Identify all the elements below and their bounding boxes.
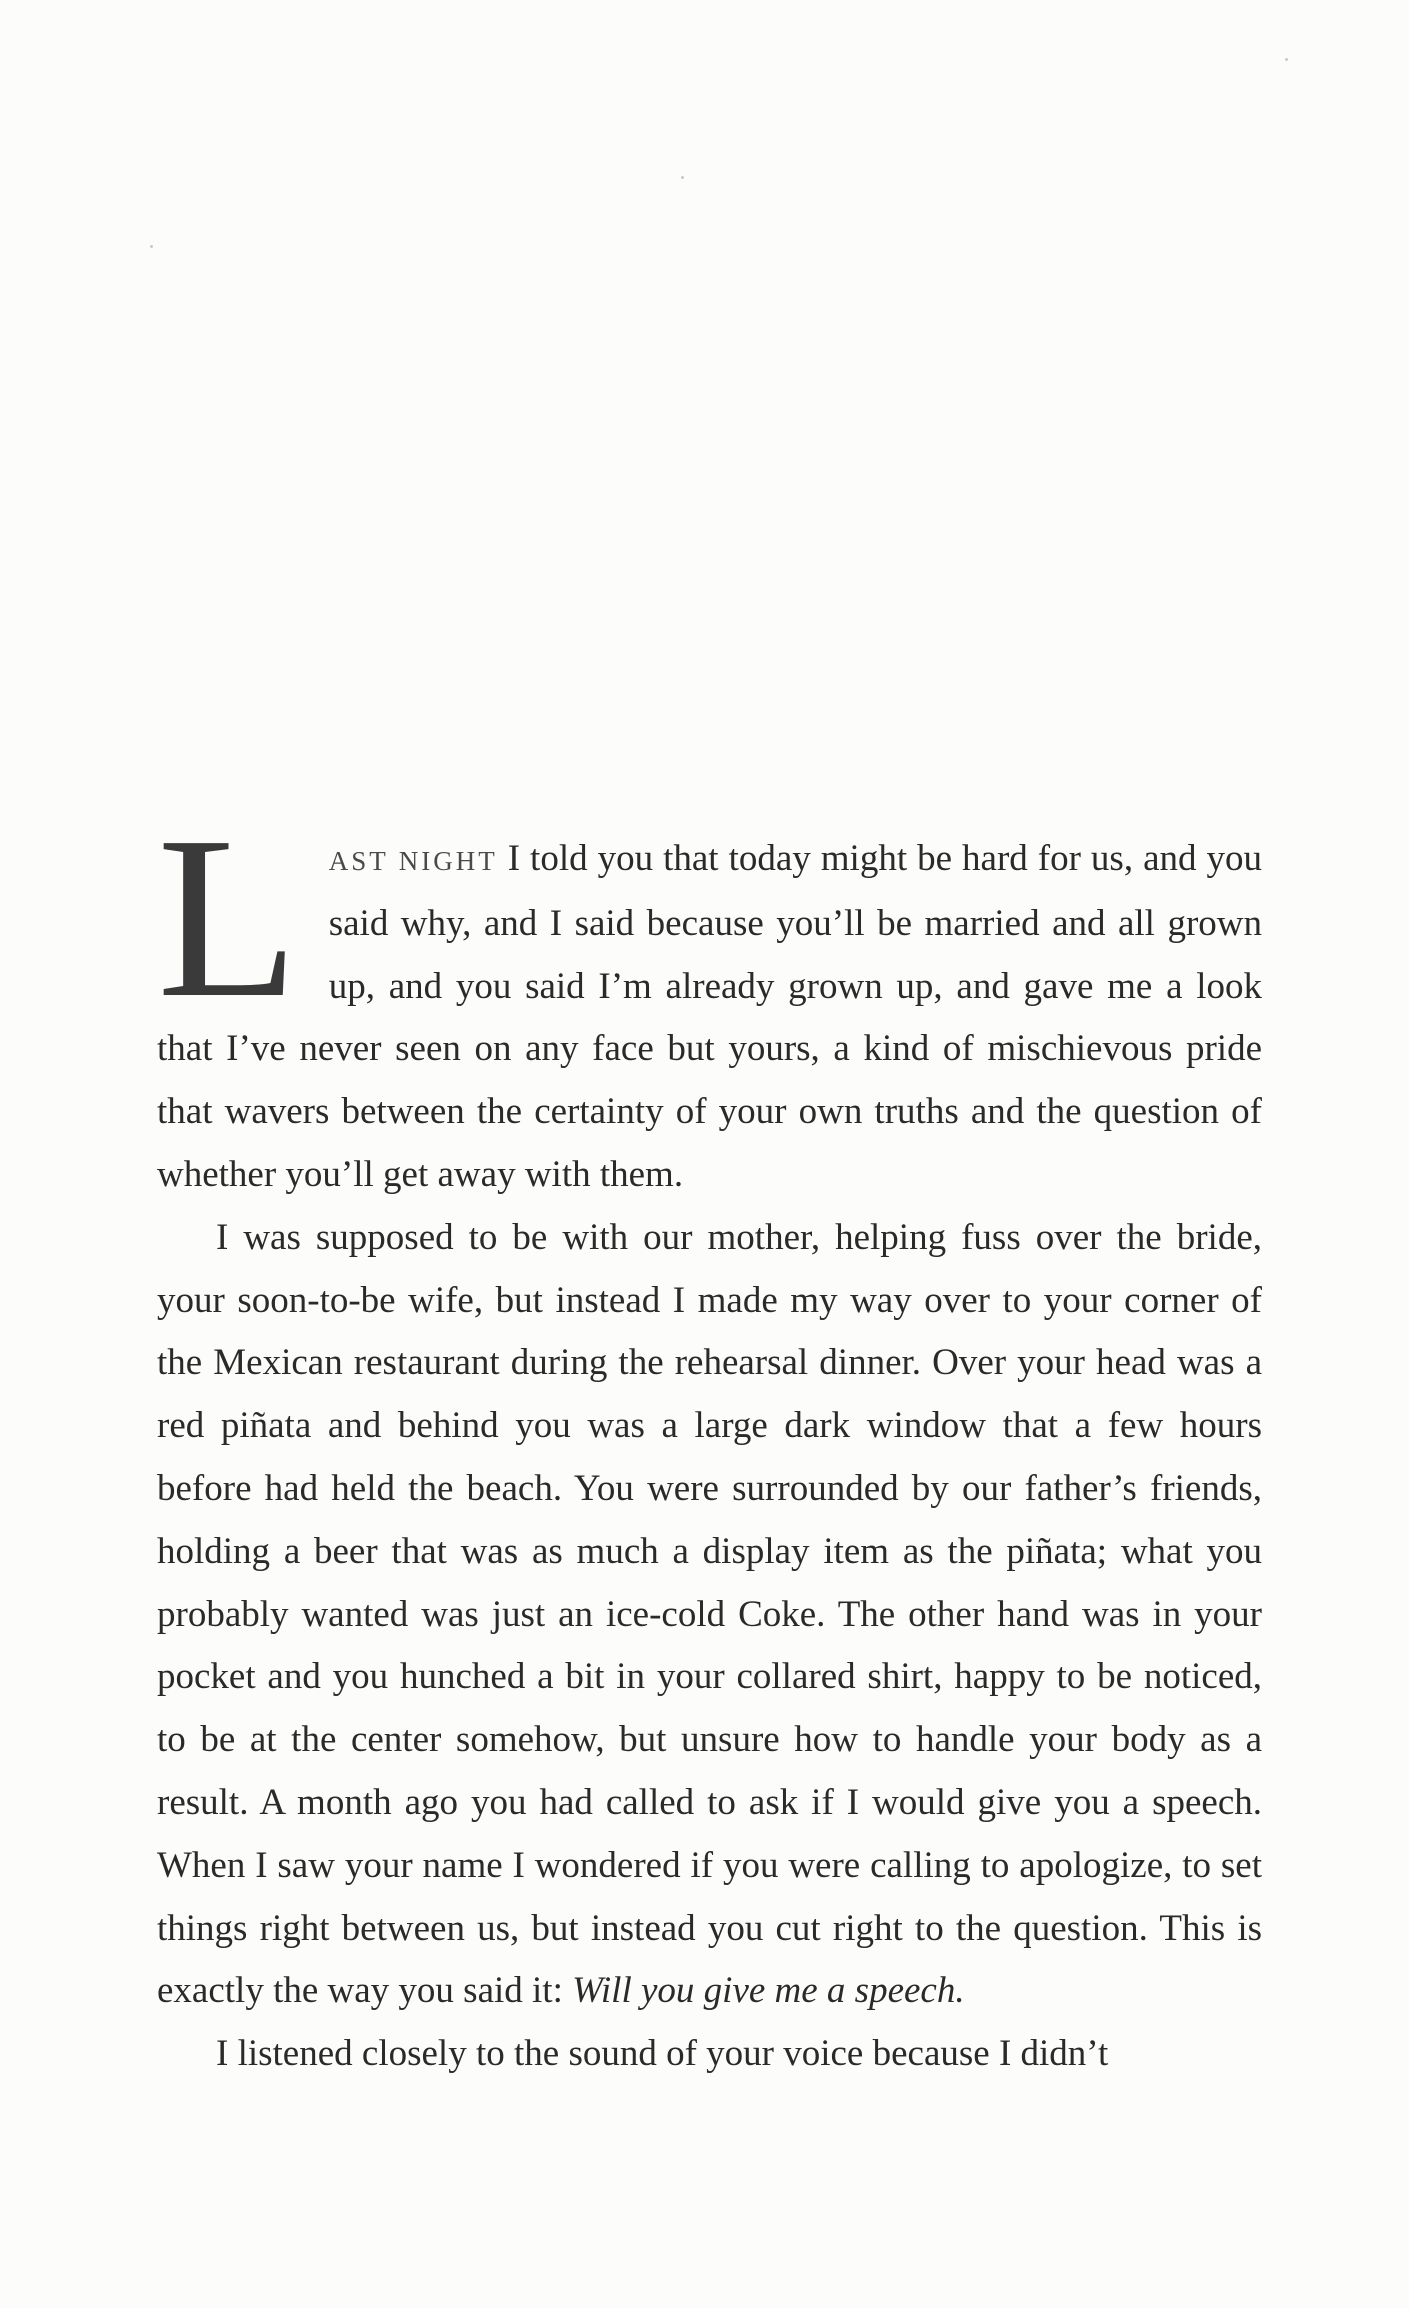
paper-speck bbox=[681, 176, 684, 179]
paper-speck bbox=[150, 245, 153, 248]
paragraph-2-italic-quote: Will you give me a speech. bbox=[572, 1970, 965, 2012]
paragraph-2-text: I was supposed to be with our mother, helping fuss over the bride, your soon-to-be wife, but instead I made my way over to your corner of the Mexican restaurant during the rehearsal dinner. Over your head was a red piñata and behind you was a large dark window that a few hours before had held the beach. You were surrounded by our father’s friends, holding a beer that was as much a display item as the piñata; what you probably wanted was just an ice-cold Coke. The other hand was in your pocket and you hunched a bit in your collared shirt, happy to be noticed, to be at the center somehow, but unsure how to handle your body as a result. A month ago you had called to ask if I would give you a speech. When I saw your name I wondered if you were calling to apologize, to set things right between us, but instead you cut right to the question. This is exactly the way you said it: bbox=[157, 1216, 1262, 2012]
opening-small-caps: AST NIGHT bbox=[328, 846, 498, 876]
story-text bbox=[157, 789, 1262, 2086]
paragraph-3 bbox=[157, 2023, 1262, 2086]
paper-speck bbox=[1285, 58, 1288, 61]
paragraph-1 bbox=[157, 789, 1262, 1207]
paragraph-2 bbox=[157, 1207, 1262, 2023]
paragraph-1-text: I told you that today might be hard for us, and you said why, and I said because you’ll be married and all grown up, and you said I’m already grown up, and gave me a look that I’ve never seen on any face but yours, a kind of mischievous pride that wavers between the certainty of your own truths and the question of whether you’ll get away with them. bbox=[157, 838, 1262, 1195]
paragraph-3-text: I listened closely to the sound of your voice because I didn’t bbox=[216, 2033, 1109, 2075]
drop-cap: L bbox=[157, 789, 299, 1046]
